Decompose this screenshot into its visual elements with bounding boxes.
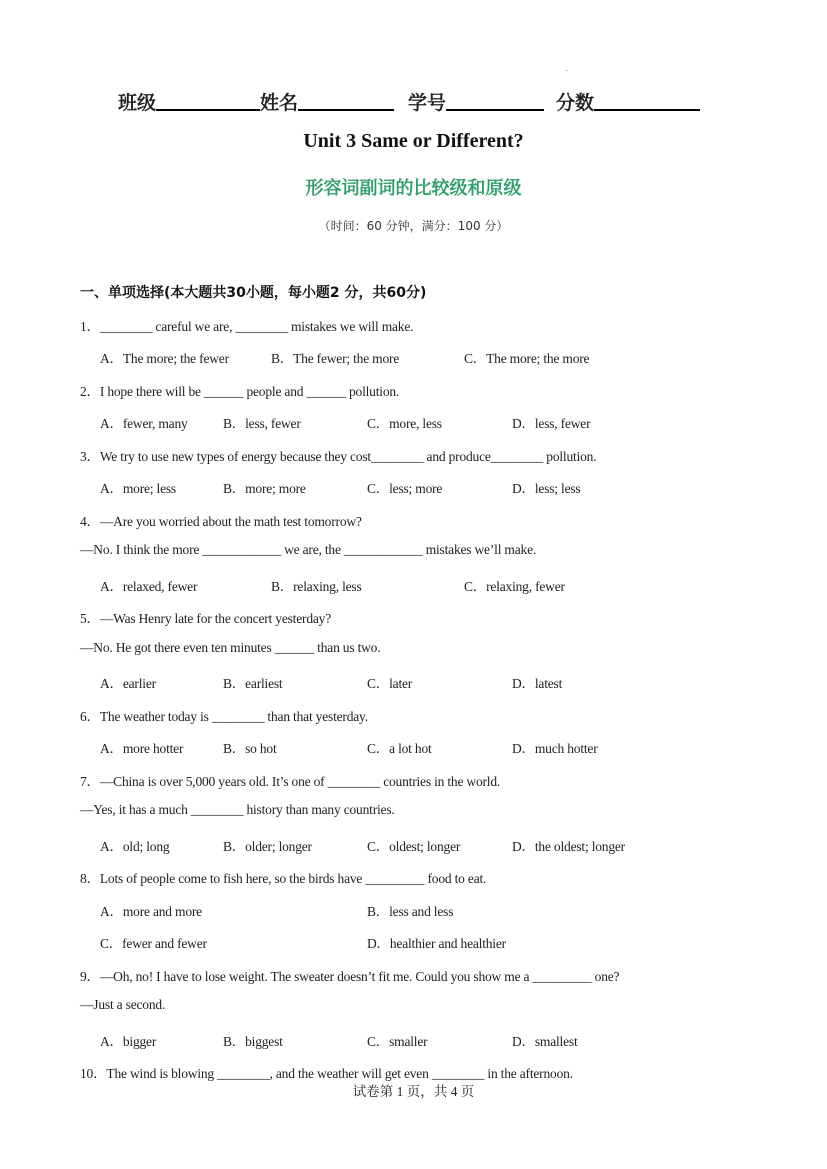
question-5-response: —No. He got there even ten minutes ______ than us two. bbox=[80, 640, 381, 655]
question-10-stem: 10．The wind is blowing ________, and the weather will get even ________ in the afternoon. bbox=[80, 1066, 573, 1081]
q2-option-d[interactable]: D．less, fewer bbox=[512, 416, 591, 431]
q3-option-d[interactable]: D．less; less bbox=[512, 481, 581, 496]
question-5-stem: 5．—Was Henry late for the concert yesterday? bbox=[80, 611, 332, 626]
name-blank[interactable] bbox=[298, 91, 394, 111]
corner-dot: . bbox=[566, 64, 568, 73]
q1-option-a[interactable]: A．The more; the fewer bbox=[100, 351, 229, 366]
question-6-stem: 6．The weather today is ________ than that yesterday. bbox=[80, 709, 368, 724]
q8-option-b[interactable]: B．less and less bbox=[367, 904, 454, 919]
q5-option-b[interactable]: B．earliest bbox=[223, 676, 283, 691]
q8-option-c[interactable]: C．fewer and fewer bbox=[100, 936, 207, 951]
q3-option-a[interactable]: A．more; less bbox=[100, 481, 176, 496]
question-4-stem: 4．—Are you worried about the math test tomorrow? bbox=[80, 514, 362, 529]
q4-option-c[interactable]: C．relaxing, fewer bbox=[464, 579, 565, 594]
score-blank[interactable] bbox=[594, 91, 700, 111]
section-heading: 一、单项选择(本大题共30小题，每小题2 分，共60分) bbox=[80, 285, 427, 301]
q2-option-a[interactable]: A．fewer, many bbox=[100, 416, 188, 431]
q9-option-b[interactable]: B．biggest bbox=[223, 1034, 283, 1049]
q7-option-b[interactable]: B．older; longer bbox=[223, 839, 312, 854]
question-4-response: —No. I think the more ____________ we are, the ____________ mistakes we’ll make. bbox=[80, 542, 537, 557]
student-info-header bbox=[118, 88, 827, 115]
q3-option-b[interactable]: B．more; more bbox=[223, 481, 306, 496]
q9-option-d[interactable]: D．smallest bbox=[512, 1034, 578, 1049]
q3-option-c[interactable]: C．less; more bbox=[367, 481, 443, 496]
question-8-stem: 8．Lots of people come to fish here, so the birds have _________ food to eat. bbox=[80, 871, 487, 886]
q7-option-a[interactable]: A．old; long bbox=[100, 839, 170, 854]
exam-meta: （时间：60 分钟，满分：100 分） bbox=[318, 219, 509, 233]
q2-option-b[interactable]: B．less, fewer bbox=[223, 416, 301, 431]
name-label: 姓名 bbox=[260, 93, 299, 114]
class-label: 班级 bbox=[118, 93, 157, 114]
question-1-stem: 1．________ careful we are, ________ mistakes we will make. bbox=[80, 319, 414, 334]
q7-option-d[interactable]: D．the oldest; longer bbox=[512, 839, 625, 854]
q4-option-a[interactable]: A．relaxed, fewer bbox=[100, 579, 198, 594]
q8-option-a[interactable]: A．more and more bbox=[100, 904, 202, 919]
q6-option-c[interactable]: C．a lot hot bbox=[367, 741, 432, 756]
q6-option-a[interactable]: A．more hotter bbox=[100, 741, 184, 756]
q6-option-d[interactable]: D．much hotter bbox=[512, 741, 598, 756]
class-blank[interactable] bbox=[156, 91, 260, 111]
score-label: 分数 bbox=[556, 93, 595, 114]
question-3-stem: 3．We try to use new types of energy because they cost________ and produce________ pollution. bbox=[80, 449, 597, 464]
q4-option-b[interactable]: B．relaxing, less bbox=[271, 579, 362, 594]
q9-option-a[interactable]: A．bigger bbox=[100, 1034, 157, 1049]
question-9-response: —Just a second. bbox=[80, 997, 166, 1012]
q6-option-b[interactable]: B．so hot bbox=[223, 741, 277, 756]
page-title: Unit 3 Same or Different? bbox=[303, 130, 524, 152]
q5-option-d[interactable]: D．latest bbox=[512, 676, 563, 691]
q2-option-c[interactable]: C．more, less bbox=[367, 416, 442, 431]
question-9-stem: 9．—Oh, no! I have to lose weight. The sweater doesn’t fit me. Could you show me a _________ one? bbox=[80, 969, 620, 984]
page-subtitle: 形容词副词的比较级和原级 bbox=[305, 178, 522, 199]
q1-option-c[interactable]: C．The more; the more bbox=[464, 351, 590, 366]
q7-option-c[interactable]: C．oldest; longer bbox=[367, 839, 461, 854]
q5-option-a[interactable]: A．earlier bbox=[100, 676, 156, 691]
q1-option-b[interactable]: B．The fewer; the more bbox=[271, 351, 400, 366]
page-footer: 试卷第 1 页，共 4 页 bbox=[352, 1084, 475, 1099]
student-id-blank[interactable] bbox=[446, 91, 544, 111]
question-7-response: —Yes, it has a much ________ history than many countries. bbox=[80, 802, 395, 817]
q5-option-c[interactable]: C．later bbox=[367, 676, 413, 691]
student-id-label: 学号 bbox=[408, 93, 447, 114]
question-2-stem: 2．I hope there will be ______ people and ______ pollution. bbox=[80, 384, 400, 399]
question-7-stem: 7．—China is over 5,000 years old. It’s one of ________ countries in the world. bbox=[80, 774, 501, 789]
q9-option-c[interactable]: C．smaller bbox=[367, 1034, 428, 1049]
q8-option-d[interactable]: D．healthier and healthier bbox=[367, 936, 506, 951]
